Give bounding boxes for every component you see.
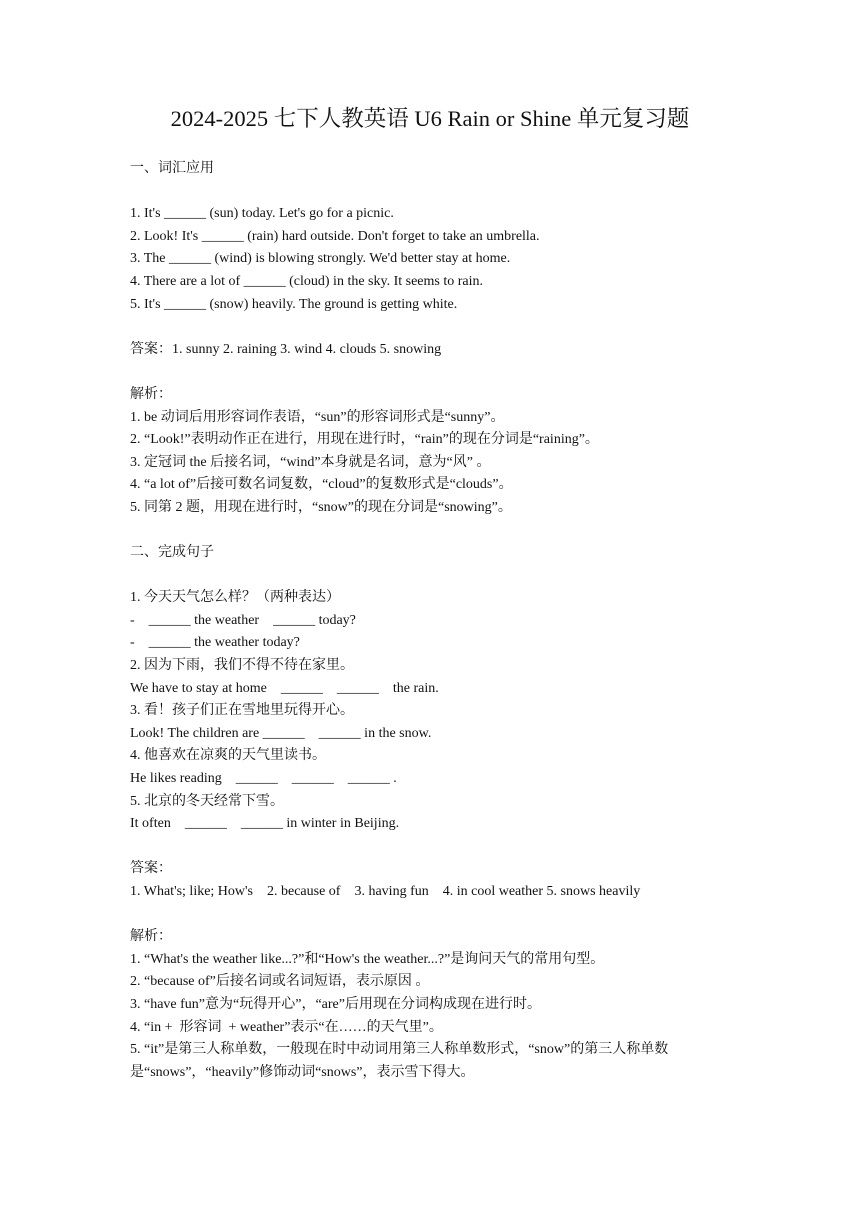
s2-analysis-item: 5. “it”是第三人称单数，一般现在时中动词用第三人称单数形式，“snow”的第三人称单数是“snows”，“heavily”修饰动词“snows”，表示雪下得大。 [130, 1042, 669, 1080]
s2-answer: 1. What's; like; How's 2. because of 3. having fun 4. in cool weather 5. snows heavily [130, 884, 641, 899]
s2-item: 3. 看！孩子们正在雪地里玩得开心。 [130, 703, 354, 719]
section2-heading: 二、完成句子 [130, 545, 214, 561]
s2-analysis-item: 4. “in + 形容词 + weather”表示“在……的天气里”。 [130, 1019, 443, 1035]
s1-question: 1. It's ______ (sun) today. Let's go for a picnic. [130, 206, 394, 222]
s2-item: - ______ the weather today? [130, 635, 300, 651]
s1-analysis-label: 解析： [130, 386, 172, 402]
document-title: 2024-2025 七下人教英语 U6 Rain or Shine 单元复习题 [170, 106, 690, 131]
s2-item: It often ______ ______ in winter in Beijing. [130, 816, 400, 832]
s2-analysis-item: 2. “because of”后接名词或名词短语，表示原因 。 [130, 974, 430, 990]
s1-question: 4. There are a lot of ______ (cloud) in the sky. It seems to rain. [130, 273, 484, 289]
s1-question: 5. It's ______ (snow) heavily. The ground is getting white. [130, 296, 458, 312]
s2-item: 4. 他喜欢在凉爽的天气里读书。 [130, 748, 326, 764]
s1-analysis-item: 4. “a lot of”后接可数名词复数，“cloud”的复数形式是“clouds”。 [130, 477, 513, 493]
s2-analysis-label: 解析： [130, 929, 172, 945]
s1-analysis-item: 2. “Look!”表明动作正在进行，用现在进行时，“rain”的现在分词是“raining”。 [130, 432, 599, 448]
s1-question: 2. Look! It's ______ (rain) hard outside. Don't forget to take an umbrella. [130, 228, 540, 244]
s1-analysis-item: 3. 定冠词 the 后接名词，“wind”本身就是名词，意为“风” 。 [130, 454, 491, 470]
s1-analysis-item: 1. be 动词后用形容词作表语，“sun”的形容词形式是“sunny”。 [130, 409, 505, 425]
s2-analysis-item: 1. “What's the weather like...?”和“How's the weather...?”是询问天气的常用句型。 [130, 951, 605, 967]
s2-analysis-item: 3. “have fun”意为“玩得开心”，“are”后用现在分词构成现在进行时。 [130, 996, 541, 1012]
s2-item: We have to stay at home ______ ______ the rain. [130, 680, 439, 696]
section1-heading: 一、词汇应用 [130, 161, 214, 176]
s2-item: 5. 北京的冬天经常下雪。 [130, 793, 284, 809]
document-body [130, 158, 740, 1084]
s2-answer-label: 答案： [130, 861, 172, 877]
s2-item: 1. 今天天气怎么样？（两种表达） [130, 590, 340, 606]
s1-answer: 答案：1. sunny 2. raining 3. wind 4. clouds 5. snowing [130, 341, 442, 357]
s1-analysis-item: 5. 同第 2 题，用现在进行时，“snow”的现在分词是“snowing”。 [130, 499, 512, 515]
s2-item: - ______ the weather ______ today? [130, 612, 356, 628]
s2-item: He likes reading ______ ______ ______ . [130, 771, 397, 787]
s1-question: 3. The ______ (wind) is blowing strongly. We'd better stay at home. [130, 251, 511, 267]
s2-item: 2. 因为下雨，我们不得不待在家里。 [130, 658, 354, 674]
s2-item: Look! The children are ______ ______ in the snow. [130, 725, 432, 741]
